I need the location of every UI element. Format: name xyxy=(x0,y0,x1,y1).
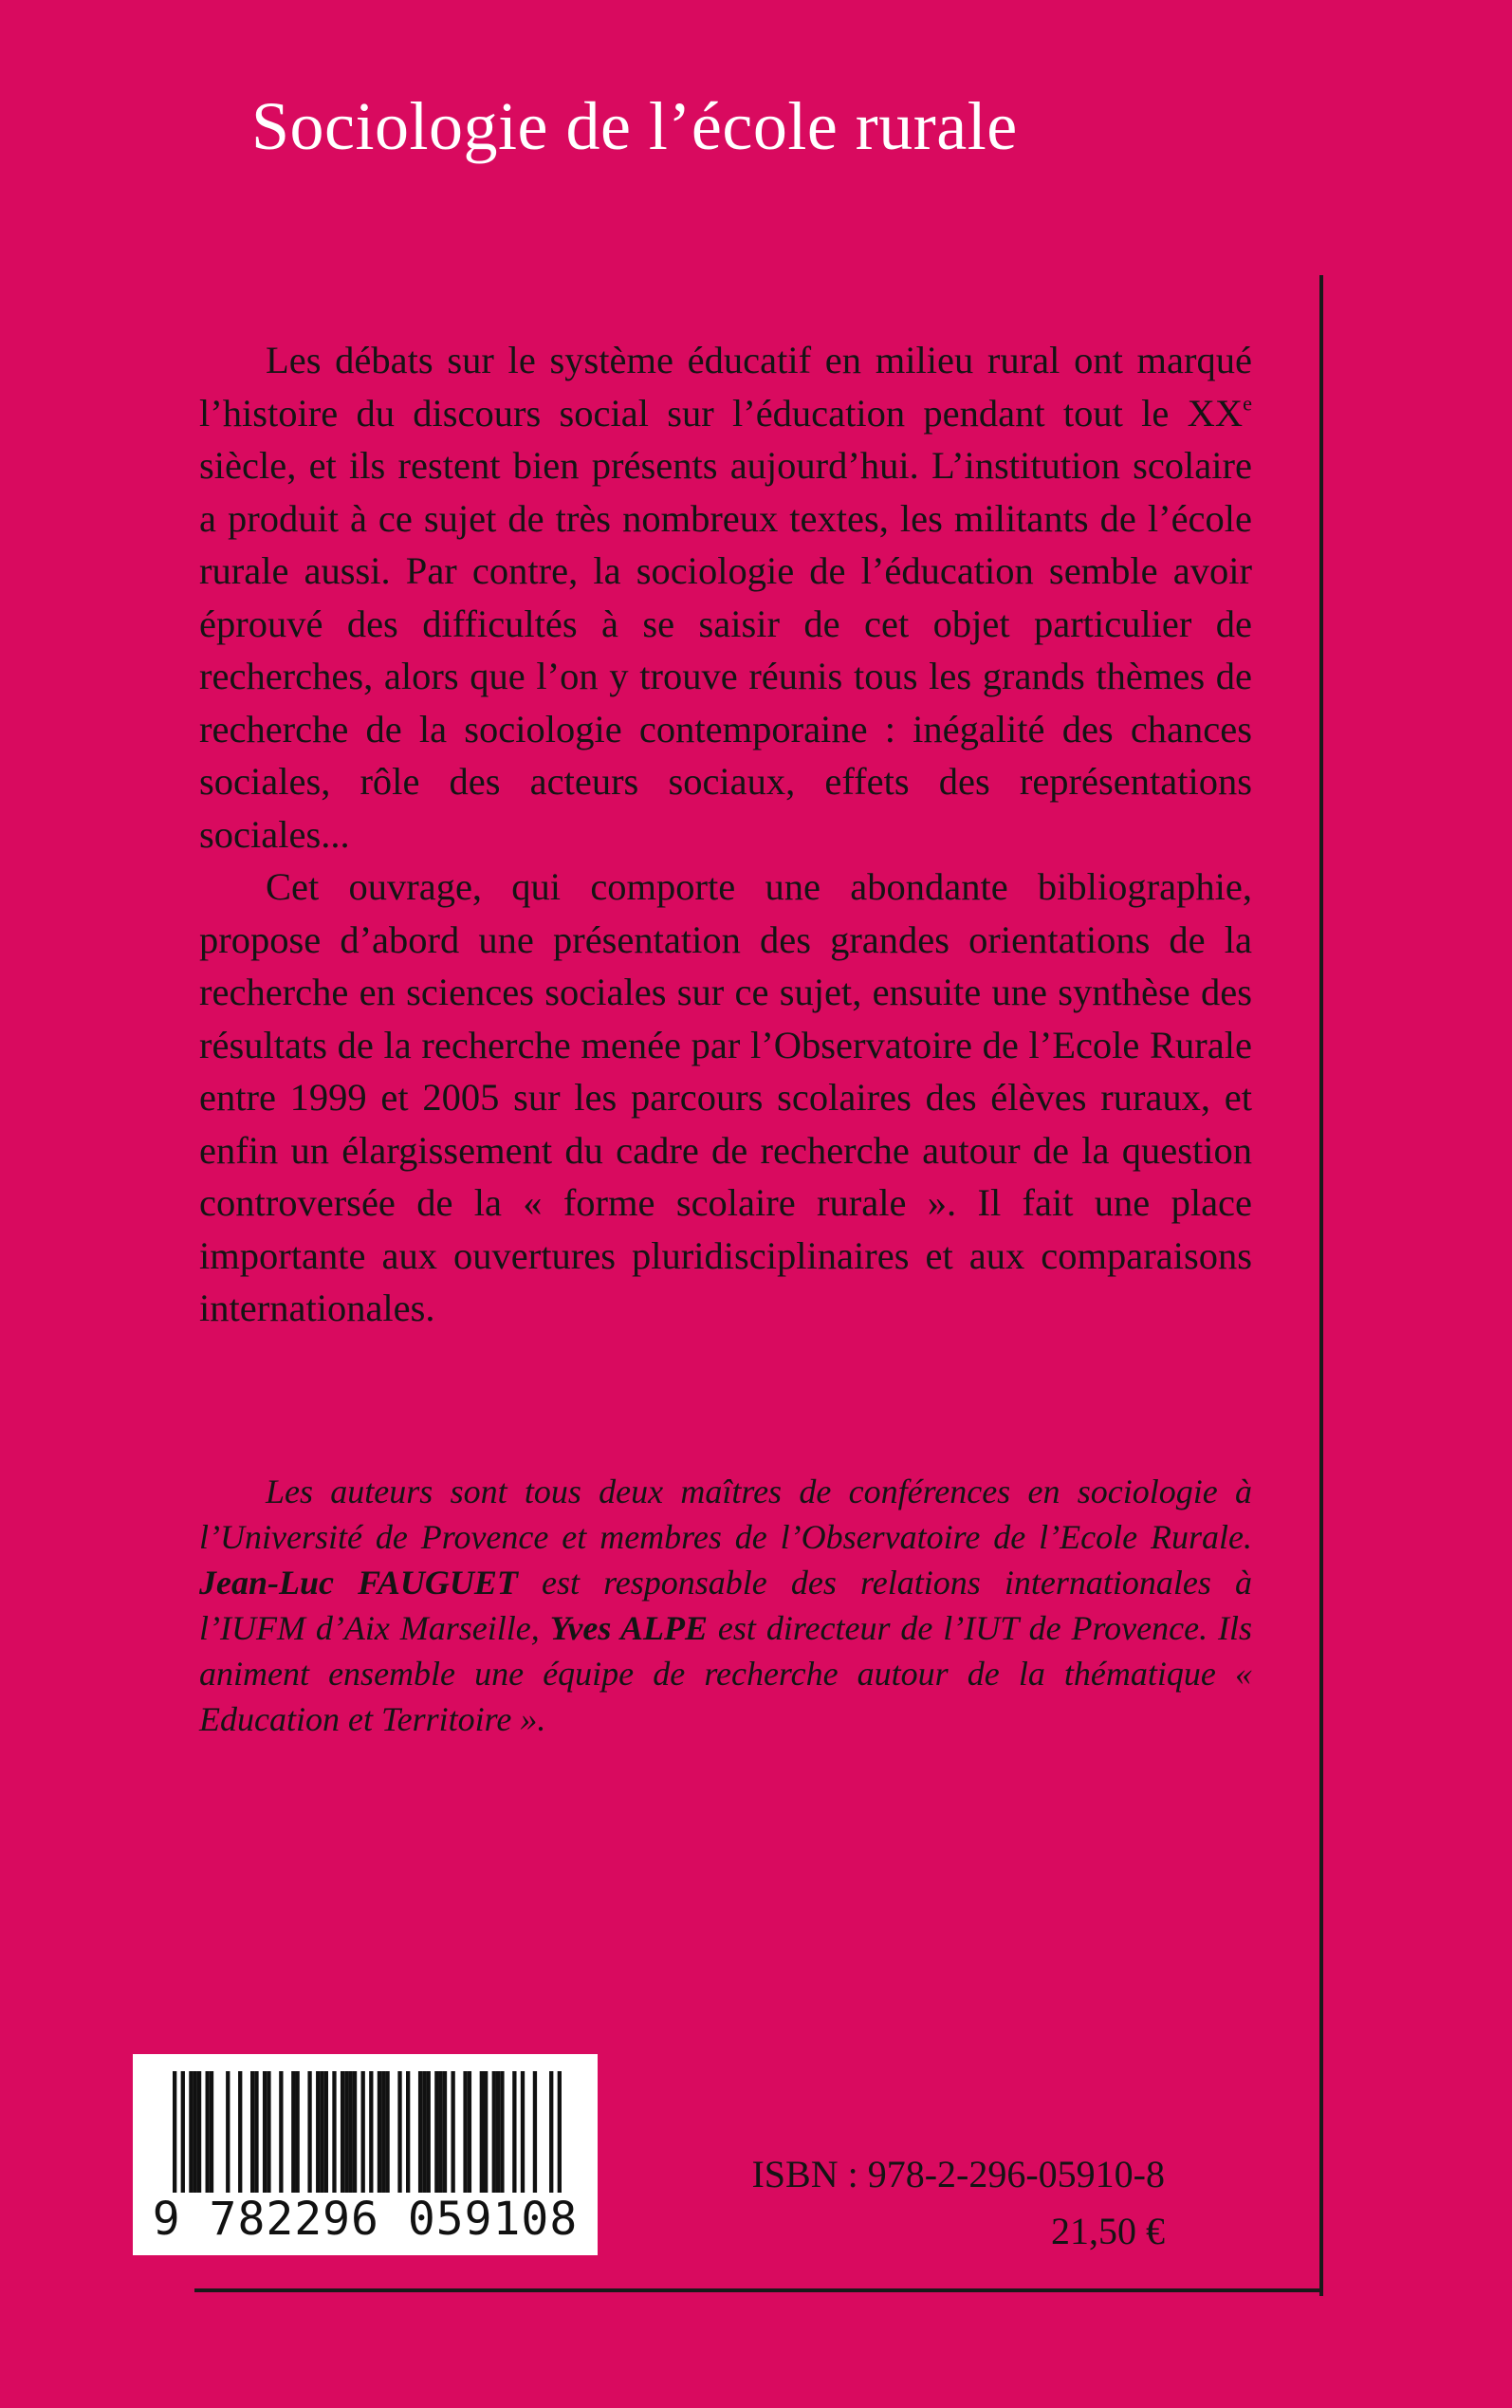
authors-text-1: Les auteurs sont tous deux maîtres de conférences en sociologie à l’Université de Provence et membres de l’Observatoire de l’Ecole Rurale. xyxy=(199,1473,1252,1556)
barcode-bar xyxy=(369,2071,373,2193)
barcode-bar xyxy=(206,2071,210,2193)
book-summary xyxy=(199,334,1252,1335)
summary-p1-text-a: Les débats sur le système éducatif en milieu rural ont marqué l’histoire du discours social sur l’éducation pendant tout le XX xyxy=(199,339,1252,435)
barcode-bar xyxy=(434,2071,438,2193)
barcode-bar xyxy=(353,2071,357,2193)
authors-paragraph xyxy=(199,1469,1252,1742)
barcode-bar xyxy=(341,2071,344,2193)
frame-line-bottom xyxy=(194,2288,1323,2292)
century-superscript: e xyxy=(1243,390,1252,415)
barcode-bar xyxy=(397,2071,401,2193)
barcode-bar xyxy=(378,2071,381,2193)
authors-text-3: est directeur de l’IUT de Provence. Ils animent ensemble une équipe de recherche autour de la thématique « Education et Territoire ». xyxy=(199,1609,1253,1738)
authors-bio xyxy=(199,1469,1252,1742)
barcode-bar xyxy=(451,2071,454,2193)
barcode-bar xyxy=(468,2071,471,2193)
barcode-bar xyxy=(291,2071,295,2193)
barcode-bar xyxy=(173,2071,176,2193)
barcode-bar xyxy=(422,2071,426,2193)
barcode-bar xyxy=(238,2071,242,2193)
barcode-bar xyxy=(316,2071,320,2193)
barcode xyxy=(133,2054,598,2255)
barcode-bar xyxy=(427,2071,431,2193)
barcode-bar xyxy=(189,2071,193,2193)
barcode-bar xyxy=(344,2071,348,2193)
barcode-bar xyxy=(197,2071,201,2193)
summary-p1-text-b: siècle, et ils restent bien présents aujourd’hui. L’institution scolaire a produit à ce sujet de très nombreux textes, les militants de l’école rurale aussi. Par contre, la sociologie de l’éducation semble avoir éprouvé des difficultés à se saisir de cet objet particulier de recherches, alors que l’on y trouve réunis tous les grands thèmes de recherche de la sociologie contemporaine : inégalité des chances sociales, rôle des acteurs sociaux, effets des représentations sociales... xyxy=(199,444,1252,856)
barcode-bar xyxy=(332,2071,336,2193)
barcode-bar xyxy=(263,2071,267,2193)
barcode-bar xyxy=(480,2071,484,2193)
barcode-bar xyxy=(385,2071,389,2193)
barcode-bar xyxy=(210,2071,213,2193)
barcode-bar xyxy=(406,2071,410,2193)
barcode-bar xyxy=(558,2071,562,2193)
book-title: Sociologie de l’école rurale xyxy=(251,88,1018,164)
barcode-digits: 9 782296 059108 xyxy=(152,2193,579,2246)
authors-text-2: est responsable des relations internationales à l’IUFM d’Aix Marseille, xyxy=(199,1564,1252,1647)
price: 21,50 € xyxy=(1051,2210,1165,2252)
barcode-bar xyxy=(349,2071,353,2193)
summary-paragraph-1 xyxy=(199,334,1252,861)
barcode-bar xyxy=(500,2071,504,2193)
barcode-bar xyxy=(496,2071,500,2193)
barcode-bar xyxy=(320,2071,323,2193)
author-name-2: Yves ALPE xyxy=(549,1609,708,1647)
barcode-bar xyxy=(307,2071,311,2193)
barcode-bar xyxy=(512,2071,516,2193)
barcode-bar xyxy=(439,2071,443,2193)
isbn: ISBN : 978-2-296-05910-8 xyxy=(751,2153,1165,2195)
barcode-bar xyxy=(194,2071,197,2193)
barcode-bar xyxy=(492,2071,496,2193)
barcode-bar xyxy=(250,2071,254,2193)
barcode-bar xyxy=(361,2071,365,2193)
barcode-bar xyxy=(443,2071,447,2193)
barcode-bar xyxy=(484,2071,488,2193)
barcode-bar xyxy=(226,2071,230,2193)
barcode-bar xyxy=(521,2071,525,2193)
barcode-bar xyxy=(463,2071,467,2193)
barcode-bar xyxy=(254,2071,258,2193)
barcode-bars xyxy=(173,2071,562,2193)
barcode-bar xyxy=(181,2071,185,2193)
barcode-bar xyxy=(267,2071,270,2193)
author-name-1: Jean-Luc FAUGUET xyxy=(199,1564,518,1602)
barcode-bar xyxy=(279,2071,283,2193)
barcode-bar xyxy=(381,2071,385,2193)
barcode-bar xyxy=(295,2071,299,2193)
summary-paragraph-2: Cet ouvrage, qui comporte une abondante bibliographie, propose d’abord une présentation des grandes orientations de la recherche en sciences sociales sur ce sujet, ensuite une synthèse des résultats de la recherche menée par l’Observatoire de l’Ecole Rurale entre 1999 et 2005 sur les parcours scolaires des élèves ruraux, et enfin un élargissement du cadre de recherche autour de la question controversée de la « forme scolaire rurale ». Il fait une place importante aux ouvertures pluridisciplinaires et aux comparaisons internationales. xyxy=(199,865,1252,1329)
frame-line-right xyxy=(1319,275,1323,2296)
barcode-bar xyxy=(418,2071,422,2193)
barcode-bar xyxy=(549,2071,553,2193)
barcode-bar xyxy=(533,2071,537,2193)
barcode-bar xyxy=(324,2071,328,2193)
